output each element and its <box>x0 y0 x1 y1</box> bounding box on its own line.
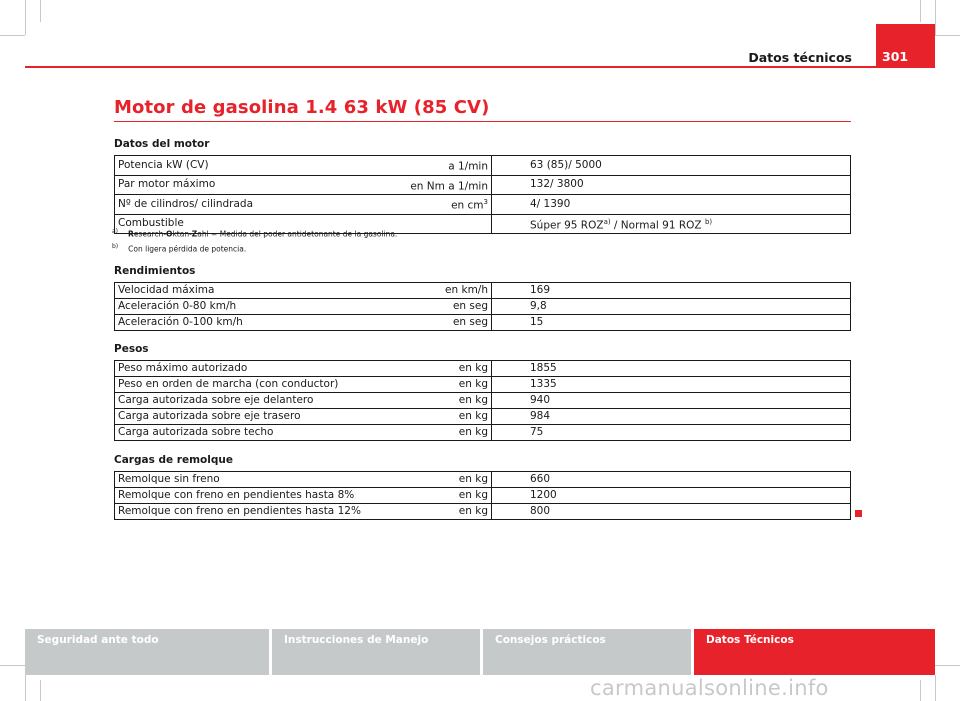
crop-mark <box>935 665 960 666</box>
page-title: Motor de gasolina 1.4 63 kW (85 CV) <box>114 97 490 118</box>
trailer-table <box>114 471 851 520</box>
crop-mark <box>25 0 26 35</box>
section-title-engine: Datos del motor <box>114 138 210 150</box>
footer-tab-driving[interactable]: Instrucciones de Manejo <box>272 629 480 675</box>
row-label: Remolque sin freno <box>115 472 382 488</box>
row-unit: en Nm a 1/min <box>381 175 492 195</box>
row-value: 75 <box>492 425 851 441</box>
row-unit: en kg <box>381 488 492 504</box>
crop-mark <box>920 680 921 701</box>
row-unit: a 1/min <box>381 156 492 176</box>
table-row <box>115 283 851 299</box>
table-row <box>115 315 851 331</box>
row-label: Peso máximo autorizado <box>115 361 382 377</box>
table-row <box>115 472 851 488</box>
row-label: Remolque con freno en pendientes hasta 8% <box>115 488 382 504</box>
title-rule <box>114 121 851 122</box>
watermark: carmanualsonline.info <box>590 676 829 700</box>
row-value: 1855 <box>492 361 851 377</box>
crop-mark <box>920 0 921 22</box>
row-value: 15 <box>492 315 851 331</box>
row-value: 1335 <box>492 377 851 393</box>
crop-mark <box>0 35 25 36</box>
section-title-performance: Rendimientos <box>114 265 196 277</box>
weights-table <box>114 360 851 441</box>
row-unit: en $cm^3$ <box>381 195 492 215</box>
row-unit: en kg <box>381 425 492 441</box>
row-unit: en kg <box>381 409 492 425</box>
table-row <box>115 488 851 504</box>
row-value: Súper 95 ROZ$^{a)}$ / Normal 91 ROZ $^{b)}$ <box>492 214 851 234</box>
header-rule <box>25 66 935 68</box>
row-unit: en kg <box>381 361 492 377</box>
row-label: Aceleración 0-100 km/h <box>115 315 382 331</box>
table-row <box>115 425 851 441</box>
row-value: 940 <box>492 393 851 409</box>
row-label: Carga autorizada sobre techo <box>115 425 382 441</box>
table-row <box>115 195 851 215</box>
row-unit: en seg <box>381 315 492 331</box>
row-value: 984 <box>492 409 851 425</box>
table-row <box>115 377 851 393</box>
row-label: Par motor máximo <box>115 175 382 195</box>
row-unit: en seg <box>381 299 492 315</box>
row-label: Aceleración 0-80 km/h <box>115 299 382 315</box>
engine-table <box>114 155 851 234</box>
row-unit <box>381 214 492 234</box>
row-label: Nº de cilindros/ cilindrada <box>115 195 382 215</box>
row-value: 132/ 3800 <box>492 175 851 195</box>
section-title-trailer: Cargas de remolque <box>114 454 233 466</box>
row-label: Combustible <box>115 214 382 234</box>
page-number: 301 <box>876 24 935 68</box>
table-row <box>115 299 851 315</box>
table-row <box>115 409 851 425</box>
row-label: Velocidad máxima <box>115 283 382 299</box>
crop-mark <box>0 665 25 666</box>
table-row <box>115 156 851 176</box>
table-row <box>115 361 851 377</box>
row-unit: en kg <box>381 504 492 520</box>
crop-mark <box>25 675 26 701</box>
crop-mark <box>40 0 41 22</box>
row-value: 9,8 <box>492 299 851 315</box>
row-label: Remolque con freno en pendientes hasta 12% <box>115 504 382 520</box>
row-unit: en km/h <box>381 283 492 299</box>
row-value: 660 <box>492 472 851 488</box>
row-value: 800 <box>492 504 851 520</box>
row-label: Carga autorizada sobre eje trasero <box>115 409 382 425</box>
footnote-b: $^{b)}$ Con ligera pérdida de potencia. <box>112 243 247 254</box>
header-title: Datos técnicos <box>748 50 852 65</box>
row-unit: en kg <box>381 393 492 409</box>
crop-mark <box>935 35 960 36</box>
table-row <box>115 393 851 409</box>
crop-mark <box>40 680 41 701</box>
performance-table <box>114 282 851 331</box>
row-value: 63 (85)/ 5000 <box>492 156 851 176</box>
row-label: Potencia kW (CV) <box>115 156 382 176</box>
footer-tab-technical-data[interactable]: Datos Técnicos <box>694 629 935 675</box>
row-label: Peso en orden de marcha (con conductor) <box>115 377 382 393</box>
row-value: 1200 <box>492 488 851 504</box>
row-unit: en kg <box>381 377 492 393</box>
row-unit: en kg <box>381 472 492 488</box>
crop-mark <box>935 675 936 701</box>
row-value: 169 <box>492 283 851 299</box>
row-value: 4/ 1390 <box>492 195 851 215</box>
crop-mark <box>935 0 936 35</box>
footer-tab-safety[interactable]: Seguridad ante todo <box>25 629 269 675</box>
table-row <box>115 175 851 195</box>
footer-tab-tips[interactable]: Consejos prácticos <box>483 629 691 675</box>
footnote-a: $^{a)}$ Research-Oktan-Zahl = Medida del poder antidetonante de la gasolina. <box>112 228 398 239</box>
section-title-weights: Pesos <box>114 343 149 355</box>
section-end-marker <box>855 510 862 517</box>
row-label: Carga autorizada sobre eje delantero <box>115 393 382 409</box>
table-row <box>115 504 851 520</box>
